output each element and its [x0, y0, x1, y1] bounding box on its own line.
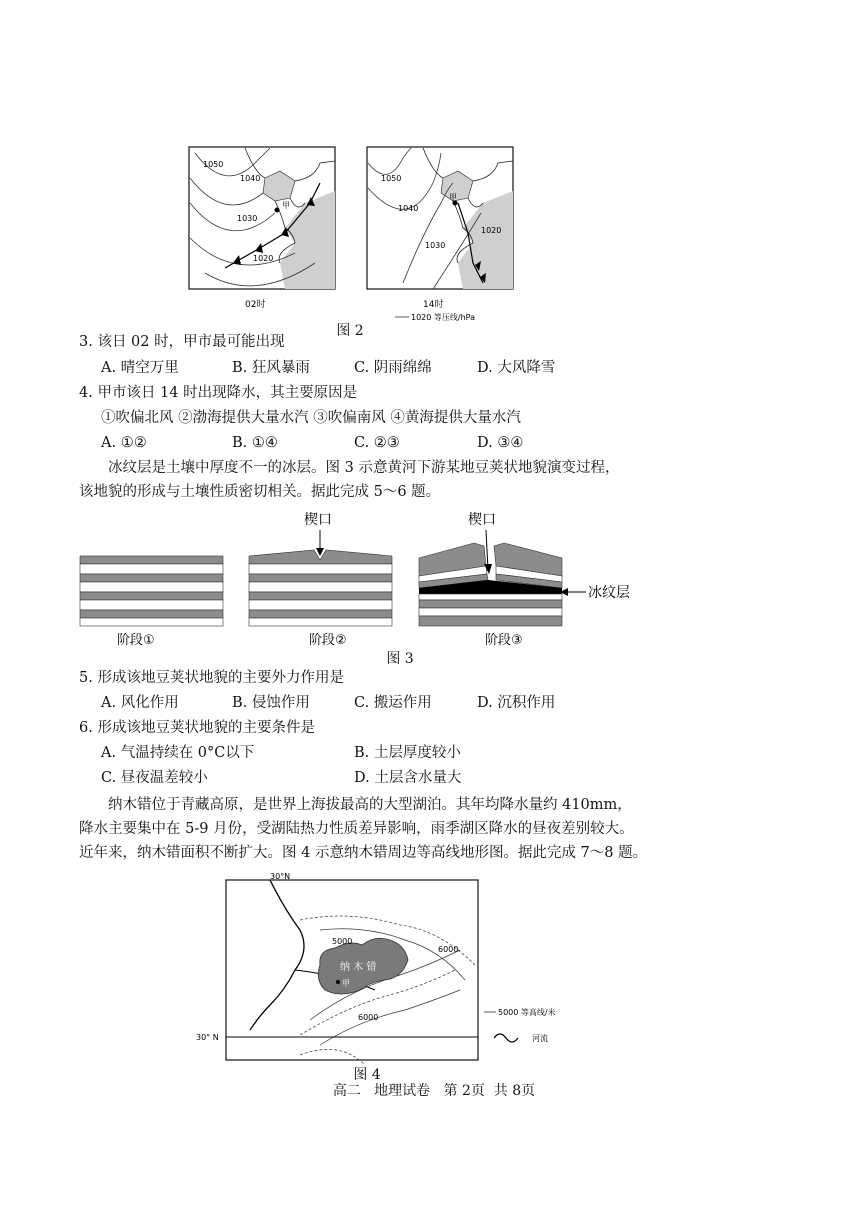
figure-2-weather-maps — [185, 143, 525, 323]
question-6-option-a[interactable]: A. 气温持续在 0°C以下 — [101, 745, 255, 761]
contour-legend: 5000 等高线/米 — [498, 1008, 556, 1017]
passage-2-line-3: 近年来，纳木错面积不断扩大。图 4 示意纳木错周边等高线地形图。据此完成 7～8 题。 — [79, 845, 648, 861]
lake-name-label: 纳 木 错 — [340, 962, 377, 973]
figure-3-caption: 图 3 — [386, 651, 414, 667]
question-6-option-c[interactable]: C. 昼夜温差较小 — [101, 770, 208, 786]
city-jia-map1: 甲 — [282, 201, 290, 210]
stage-1-label: 阶段① — [117, 633, 155, 648]
isobar-label: 1050 — [381, 174, 402, 183]
map1-time-label: 02时 — [245, 300, 266, 310]
figure-2-caption: 图 2 — [336, 323, 364, 339]
stage-1-diagram — [80, 556, 223, 626]
city-jia-map2: 甲 — [449, 193, 457, 202]
stage-2-diagram — [249, 511, 392, 626]
latitude-top-label: 30°N — [270, 872, 291, 881]
map-14h — [367, 147, 513, 322]
isobar-legend: 1020 等压线/hPa — [411, 313, 476, 322]
map-02h — [189, 147, 335, 310]
question-3-option-c[interactable]: C. 阴雨绵绵 — [354, 360, 432, 376]
isobar-label: 1050 — [203, 160, 224, 169]
question-6-option-b[interactable]: B. 土层厚度较小 — [354, 745, 461, 761]
figure-4-contour-map — [190, 870, 590, 1070]
stage-3-label: 阶段③ — [485, 633, 523, 648]
question-3-option-d[interactable]: D. 大风降雪 — [477, 360, 556, 376]
question-5-option-a[interactable]: A. 风化作用 — [101, 695, 179, 711]
question-5-stem: 5. 形成该地豆荚状地貌的主要外力作用是 — [79, 670, 344, 686]
figure-4-caption: 图 4 — [353, 1067, 381, 1083]
question-4-stem: 4. 甲市该日 14 时出现降水，其主要原因是 — [79, 385, 358, 401]
stage-3-diagram — [419, 511, 630, 626]
contour-label-6000-b: 6000 — [358, 1013, 379, 1022]
question-3-stem: 3. 该日 02 时，甲市最可能出现 — [79, 334, 285, 350]
question-4-option-c[interactable]: C. ②③ — [354, 435, 400, 451]
stage-2-label: 阶段② — [309, 633, 347, 648]
question-6-stem: 6. 形成该地豆荚状地貌的主要条件是 — [79, 720, 315, 736]
wedge-label-stage-2: 楔口 — [304, 512, 332, 528]
question-4-option-b[interactable]: B. ①④ — [232, 435, 278, 451]
page-footer: 高二 地理试卷 第 2页 共 8页 — [332, 1083, 536, 1099]
question-4-option-d[interactable]: D. ③④ — [477, 435, 524, 451]
question-5-option-c[interactable]: C. 搬运作用 — [354, 695, 432, 711]
isobar-label: 1020 — [253, 254, 274, 263]
isobar-label: 1040 — [398, 204, 419, 213]
isobar-label: 1020 — [481, 226, 502, 235]
question-3-option-b[interactable]: B. 狂风暴雨 — [232, 360, 310, 376]
figure-3-landform-evolution — [75, 508, 645, 650]
question-4-option-a[interactable]: A. ①② — [101, 435, 147, 451]
map2-time-label: 14时 — [423, 300, 444, 310]
question-4-items: ①吹偏北风 ②渤海提供大量水汽 ③吹偏南风 ④黄海提供大量水汽 — [101, 410, 521, 426]
latitude-bottom-label: 30° N — [196, 1033, 219, 1042]
passage-1-line-1: 冰纹层是土壤中厚度不一的冰层。图 3 示意黄河下游某地豆荚状地貌演变过程， — [108, 460, 620, 476]
question-6-option-d[interactable]: D. 土层含水量大 — [354, 770, 462, 786]
question-5-option-b[interactable]: B. 侵蚀作用 — [232, 695, 310, 711]
isobar-label: 1030 — [425, 241, 446, 250]
passage-2-line-2: 降水主要集中在 5-9 月份，受湖陆热力性质差异影响，雨季湖区降水的昼夜差别较大。 — [79, 821, 634, 837]
question-3-option-a[interactable]: A. 晴空万里 — [101, 360, 179, 376]
isobar-label: 1030 — [237, 214, 258, 223]
point-jia-label: 甲 — [342, 979, 350, 988]
contour-label-5000: 5000 — [332, 937, 353, 946]
question-5-option-d[interactable]: D. 沉积作用 — [477, 695, 556, 711]
contour-label-6000-a: 6000 — [438, 945, 459, 954]
ice-layer-label: 冰纹层 — [588, 585, 630, 601]
river-legend: 河流 — [532, 1034, 548, 1043]
isobar-label: 1040 — [240, 174, 261, 183]
passage-ice-layer — [79, 456, 659, 504]
passage-1-line-2: 该地貌的形成与土壤性质密切相关。据此完成 5～6 题。 — [79, 484, 441, 500]
passage-2-line-1: 纳木错位于青藏高原，是世界上海拔最高的大型湖泊。其年均降水量约 410mm， — [108, 797, 632, 813]
wedge-label-stage-3: 楔口 — [468, 512, 496, 528]
passage-namtso — [79, 793, 679, 865]
